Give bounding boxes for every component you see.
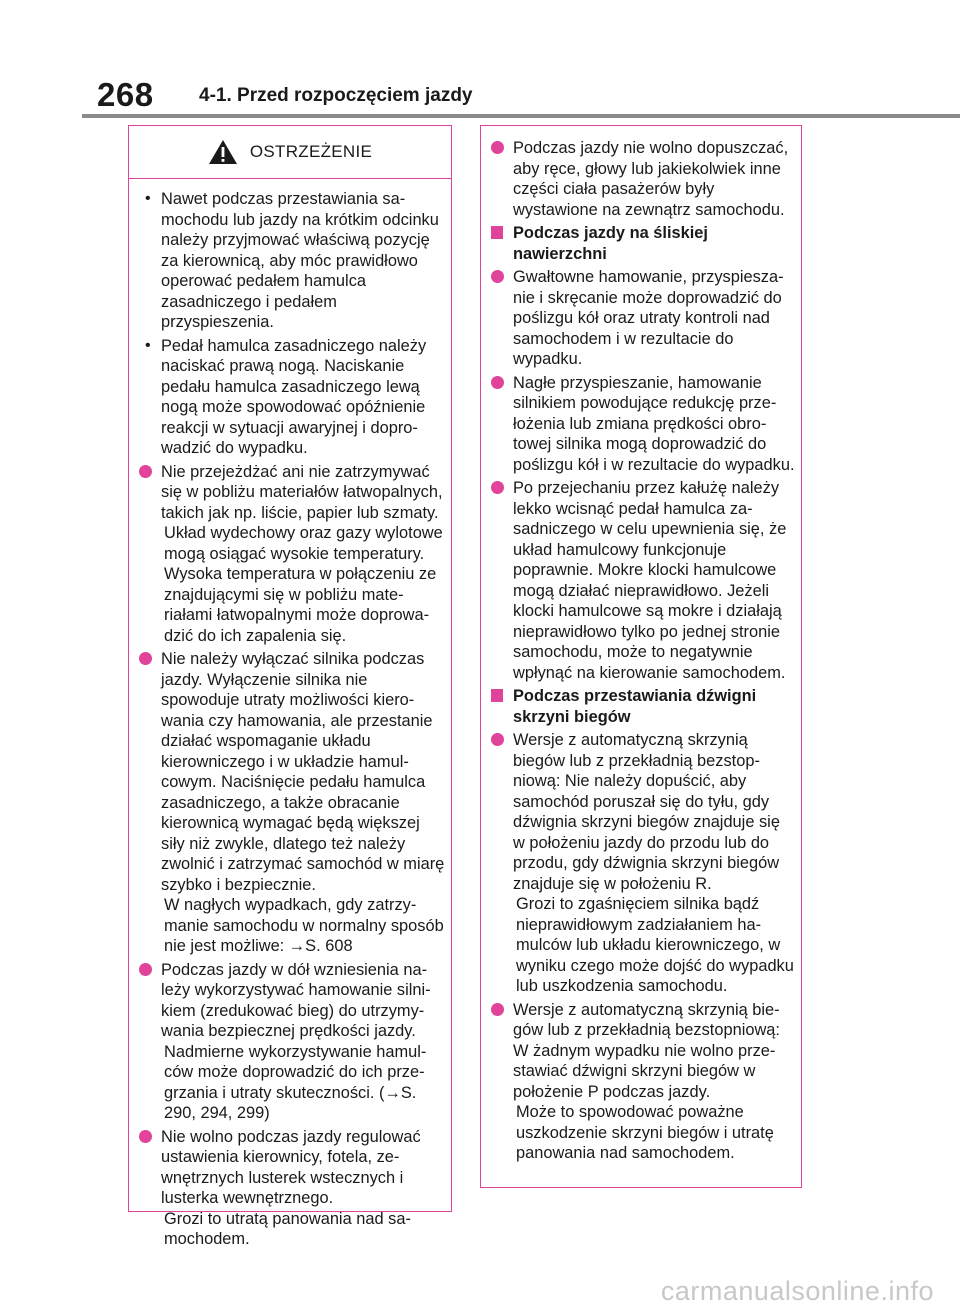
item-text: Nie należy wyłączać silnika podczas jazdy. Wyłączenie silnika nie spowoduje utraty możliwości kierowania czy hamowania, ale przestanie działać wspomaganie układu kierowniczego i w układzie hamulcowym. Naciśnięcie pedału hamulca zasadniczego, a także obracanie kierownicą wymagać będą większej siły niż zwykle, dlatego też należy zwolnić i zatrzymać samochód w miarę szybko i bezpiecznie.	[161, 650, 445, 894]
dot-bullet-icon: •	[145, 336, 151, 354]
circle-bullet-icon	[139, 652, 152, 665]
warning-triangle-icon	[208, 139, 238, 165]
warning-box-left	[128, 125, 452, 1248]
item-text: Podczas jazdy w dół wzniesienia należy wykorzystywać hamowanie silnikiem (zredukować bieg) do utrzymywania bezpiecznej prędkości jazdy.	[161, 960, 431, 1040]
item-note-text: W nagłych wypadkach, gdy zatrzymanie samochodu w normalny sposób nie jest możliwe: →S. 608	[164, 896, 444, 955]
item-text: Pedał hamulca zasadniczego należy naciskać prawą nogą. Naciskanie pedału hamulca zasadniczego lewą nogą może spowodować opóźnienie reakcji w sytuacji awaryjnej i doprowadzić do wypadku.	[161, 336, 427, 457]
circle-bullet-icon	[491, 270, 504, 283]
header-rule	[82, 114, 960, 118]
circle-bullet-icon	[139, 963, 152, 976]
subheading	[489, 686, 795, 727]
item-text: Nawet podczas przestawiania samochodu lub jazdy na krótkim odcinku należy przyjmować właściwą pozycję za kierownicą, aby móc prawidłowo operować pedałem hamulca zasadniczego i pedałem przyspieszenia.	[161, 190, 439, 331]
item-note-text: Grozi to zgaśnięciem silnika bądź nieprawidłowym zadziałaniem hamulców lub układu kierowniczego, w wyniku czego może dojść do wypadku lub uszkodzenia samochodu.	[516, 895, 794, 995]
item-text: Nagłe przyspieszanie, hamowanie silnikiem powodujące redukcję przełożenia lub zmiana prędkości obrotowej silnika mogą doprowadzić do poślizgu kół i w rezultacie do wypadku.	[513, 373, 795, 474]
warning-item	[137, 189, 445, 333]
warning-header	[129, 126, 451, 179]
item-text: Nie wolno podczas jazdy regulować ustawienia kierownicy, fotela, zewnętrznych lusterek wstecznych i lusterka wewnętrznego.	[161, 1127, 421, 1207]
item-note-text: Nadmierne wykorzystywanie hamulców może doprowadzić do ich przegrzania i utraty skuteczności. (→S. 290, 294, 299)	[164, 1042, 427, 1122]
warning-item	[137, 336, 445, 459]
warning-box-right	[480, 125, 802, 1188]
item-text: Wersje z automatyczną skrzynią biegów lub z przekładnią bezstopniową: Nie należy dopuścić, aby samochód poruszał się do tyłu, gdy dźwignia skrzyni biegów znajduje się w położeniu jazdy do przodu lub do przodu, gdy dźwignia skrzyni biegów znajduje się w położeniu R.	[513, 731, 780, 893]
item-text: Po przejechaniu przez kałużę należy lekko wcisnąć pedał hamulca zasadniczego w celu upewnienia się, że układ hamulcowy funkcjonuje poprawnie. Mokre klocki hamulcowe mogą działać nieprawidłowo. Jeżeli klocki hamulcowe są mokre i działają nieprawidłowo tylko po jednej stronie samochodu, może to negatywnie wpłynąć na kierowanie samochodem.	[513, 479, 787, 682]
warning-item	[137, 462, 445, 647]
circle-bullet-icon	[491, 733, 504, 746]
item-text: Nie przejeżdżać ani nie zatrzymywać się w pobliżu materiałów łatwopalnych, takich jak np. liście, papier lub szmaty.	[161, 462, 443, 522]
subheading-text: Podczas jazdy na śliskiej nawierzchni	[513, 224, 708, 263]
circle-bullet-icon	[491, 481, 504, 494]
warning-item	[489, 478, 795, 683]
item-text: Gwałtowne hamowanie, przyspieszanie i skręcanie może doprowadzić do poślizgu kół oraz utraty kontroli nad samochodem i w rezultacie do wypadku.	[513, 268, 784, 368]
warning-item	[489, 138, 795, 220]
item-note-text: Grozi to utratą panowania nad samochodem.	[164, 1209, 411, 1248]
warning-item	[489, 730, 795, 997]
circle-bullet-icon	[491, 376, 504, 389]
circle-bullet-icon	[491, 1003, 504, 1016]
subheading	[489, 223, 795, 264]
item-text: Wersje z automatyczną skrzynią biegów lub z przekładnią bezstopniową: W żadnym wypadku nie wolno przestawiać dźwigni skrzyni biegów w położenie P podczas jazdy.	[513, 1000, 780, 1101]
warning-content-right	[481, 126, 801, 1164]
warning-content-left	[129, 179, 451, 1250]
subheading-text: Podczas przestawiania dźwigni skrzyni biegów	[513, 687, 757, 726]
circle-bullet-icon	[139, 1130, 152, 1143]
warning-title: OSTRZEŻENIE	[249, 142, 373, 161]
circle-bullet-icon	[491, 141, 504, 154]
page-number: 268	[97, 76, 154, 113]
square-bullet-icon	[491, 226, 503, 239]
item-note-text: Może to spowodować poważne uszkodzenie skrzyni biegów i utratę panowania nad samochodem.	[516, 1103, 774, 1162]
dot-bullet-icon: •	[145, 190, 151, 207]
item-text: Podczas jazdy nie wolno dopuszczać, aby ręce, głowy lub jakiekolwiek inne części ciała pasażerów były wystawione na zewnątrz samochodu.	[513, 139, 789, 219]
warning-item	[137, 1127, 445, 1250]
warning-item	[137, 960, 445, 1124]
circle-bullet-icon	[139, 465, 152, 478]
section-title: 4-1. Przed rozpoczęciem jazdy	[199, 85, 473, 106]
warning-item	[489, 373, 795, 476]
warning-item	[489, 1000, 795, 1164]
square-bullet-icon	[491, 689, 503, 702]
warning-item	[137, 649, 445, 957]
item-note-text: Układ wydechowy oraz gazy wylotowe mogą osiągać wysokie temperatury. Wysoka temperatura w połączeniu ze znajdującymi się w pobliżu materiałami łatwopalnymi może doprowadzić do ich zapalenia się.	[164, 524, 443, 645]
warning-item	[489, 267, 795, 370]
page-header	[0, 0, 960, 120]
watermark: carmanualsonline.info	[660, 1276, 934, 1306]
